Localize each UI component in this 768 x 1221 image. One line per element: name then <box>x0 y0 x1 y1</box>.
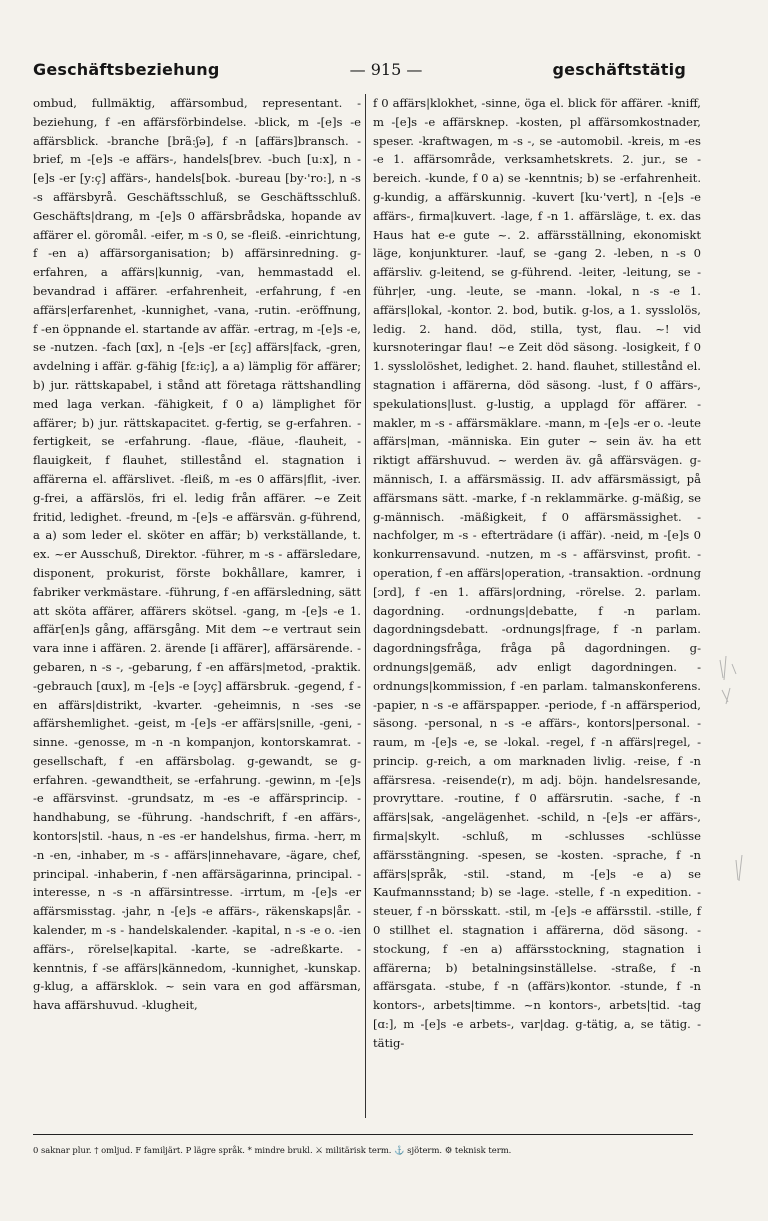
left-column <box>33 94 361 1015</box>
column-divider <box>365 94 366 1118</box>
left-column-text: ombud, fullmäktig, affärsombud, representant. -beziehung, f -en affärsförbindelse. -blick, m -[e]s -e affärsblick. -branche [brã:ʃə], f -n [affärs]bransch. -brief, m -[e]s -e affärs-, handels[brev. -buch [u:x], n -[e]s -er [y:ç] affärs-, handels[bok. -bureau [by·'ro:], n -s -s affärsbyrå. Geschäftsschluß, se Geschäftsschluß. Geschäfts|drang, m -[e]s 0 affärsbrådska, hopande av affärer el. göromål. -eifer, m -s 0, se -fleiß. -einrichtung, f -en a) affärsorganisation; b) affärsinredning. g-erfahren, a affärs|kunnig, -van, hemmastadd el. bevandrad i affärer. -erfahrenheit, -erfahrung, f -en affärs|erfarenhet, -kunnighet, -vana, -rutin. -eröffnung, f -en öppnande el. startande av affär. -ertrag, m -[e]s -e, se -nutzen. -fach [ɑx], n -[e]s -er [ɛç] affärs|fack, -gren, avdelning i affär. g-fähig [fɛ:iç], a a) lämplig för affärer; b) jur. rättskapabel, i stånd att företaga rättshandling med laga verkan. -fähigkeit, f 0 a) lämplighet för affärer; b) jur. rättskapacitet. g-fertig, se g-erfahren. -fertigkeit, se -erfahrung. -flaue, -fläue, -flauheit, -flauigkeit, f flauhet, stillestånd el. stagnation i affärerna el. affärslivet. -fleiß, m -es 0 affärs|flit, -iver. g-frei, a affärslös, fri el. ledig från affärer. ~e Zeit fritid, ledighet. -freund, m -[e]s -e affärsvän. g-führend, a a) som leder el. sköter en affär; b) verkställande, t. ex. ~er Ausschuß, Direktor. -führer, m -s - affärsledare, disponent, prokurist, förste bokhållare, kamrer, i fabriker verkmästare. -führung, f -en affärsledning, sätt att sköta affärer, affärers skötsel. -gang, m -[e]s -e 1. affär[en]s gång, affärsgång. Mit dem ~e vertraut sein vara inne i affären. 2. ärende [i affärer], affärsärende. -gebaren, n -s -, -gebarung, f -en affärs|metod, -praktik. -gebrauch [ɑux], m -[e]s -e [ɔyç] affärsbruk. -gegend, f -en affärs|distrikt, -kvarter. -geheimnis, n -ses -se affärshemlighet. -geist, m -[e]s -er affärs|snille, -geni, -sinne. -genosse, m -n -n kompanjon, kontorskamrat. -gesellschaft, f -en affärsbolag. g-gewandt, se g-erfahren. -gewandtheit, se -erfahrung. -gewinn, m -[e]s -e affärsvinst. -grundsatz, m -es -e affärsprincip. -handhabung, se -führung. -handschrift, f -en affärs-, kontors|stil. -haus, n -es -er handelshus, firma. -herr, m -n -en, -inhaber, m -s - affärs|innehavare, -ägare, chef, principal. -inhaberin, f -nen affärsägarinna, principal. -interesse, n -s -n affärsintresse. -irrtum, m -[e]s -er affärsmisstag. -jahr, n -[e]s -e affärs-, räkenskaps|år. -kalender, m -s - handelskalender. -kapital, n -s -e o. -ien affärs-, rörelse|kapital. -karte, se -adreßkarte. -kenntnis, f -se affärs|kännedom, -kunnighet, -kunskap. g-klug, a affärsklok. ~ sein vara en god affärsman, hava affärshuvud. -klugheit, <box>33 96 361 1013</box>
abbreviation-legend <box>33 1134 693 1156</box>
legend-text: 0 saknar plur. † omljud. F familjärt. P lägre språk. * mindre brukl. ⚔ militärisk term. ⚓ sjöterm. ⚙ teknisk term. <box>33 1145 512 1155</box>
page-number: — 915 — <box>349 60 423 79</box>
page-header <box>33 60 686 88</box>
right-column-text: f 0 affärs|klokhet, -sinne, öga el. blick för affärer. -kniff, m -[e]s -e affärsknep. -kosten, pl affärsomkostnader, speser. -kraftwagen, m -s -, se -automobil. -kreis, m -es -e 1. affärsområde, verksamhetskrets. 2. jur., se -bereich. -kunde, f 0 a) se -kenntnis; b) se -erfahrenheit. g-kundig, a affärskunnig. -kuvert [ku·'vert], n -[e]s -e affärs-, firma|kuvert. -lage, f -n 1. affärsläge, t. ex. das Haus hat e-e gute ~. 2. affärsställning, ekonomiskt läge, konjunkturer. -lauf, se -gang 2. -leben, n -s 0 affärsliv. g-leitend, se g-führend. -leiter, -leitung, se -führ|er, -ung. -leute, se -mann. -lokal, n -s -e 1. affärs|lokal, -kontor. 2. bod, butik. g-los, a 1. sysslolös, ledig. 2. hand. död, stilla, tyst, flau. ~! vid kursnoteringar flau! ~e Zeit död säsong. -losigkeit, f 0 1. sysslolöshet, ledighet. 2. hand. flauhet, stillestånd el. stagnation i affärerna, död säsong. -lust, f 0 affärs-, spekulations|lust. g-lustig, a upplagd för affärer. -makler, m -s - affärsmäklare. -mann, m -[e]s -er o. -leute affärs|man, -människa. Ein guter ~ sein äv. ha ett riktigt affärshuvud. ~ werden äv. gå affärsvägen. g-männisch, I. a affärsmässig. II. adv affärsmässigt, på affärsmans sätt. -marke, f -n reklammärke. g-mäßig, se g-männisch. -mäßigkeit, f 0 affärsmässighet. -nachfolger, m -s - efterträdare (i affär). -neid, m -[e]s 0 konkurrensavund. -nutzen, m -s - affärsvinst, profit. -operation, f -en affärs|operation, -transaktion. -ordnung [ɔrd], f -en 1. affärs|ordning, -rörelse. 2. parlam. dagordning. -ordnungs|debatte, f -n parlam. dagordningsdebatt. -ordnungs|frage, f -n parlam. dagordningsfråga, fråga på dagordningen. g-ordnungs|gemäß, adv enligt dagordningen. -ordnungs|kommission, f -en parlam. talmanskonferens. -papier, n -s -e affärspapper. -periode, f -n affärsperiod, säsong. -personal, n -s -e affärs-, kontors|personal. -raum, m -[e]s -e, se -lokal. -regel, f -n affärs|regel, -princip. g-reich, a om marknaden livlig. -reise, f -n affärsresa. -reisende(r), m adj. böjn. handelsresande, provryttare. -routine, f 0 affärsrutin. -sache, f -n affärs|sak, -angelägenhet. -schild, n -[e]s -er affärs-, firma|skylt. -schluß, m -schlusses -schlüsse affärsstängning. -spesen, se -kosten. -sprache, f -n affärs|språk, -stil. -stand, m -[e]s -e a) se Kaufmannsstand; b) se -lage. -stelle, f -n expedition. -steuer, f -n börsskatt. -stil, m -[e]s -e affärsstil. -stille, f 0 stillhet el. stagnation i affärerna, död säsong. -stockung, f -en a) affärsstockning, stagnation i affärerna; b) betalningsinställelse. -straße, f -n affärsgata. -stube, f -n (affärs)kontor. -stunde, f -n kontors-, arbets|timme. ~n kontors-, arbets|tid. -tag [ɑ:], m -[e]s -e arbets-, var|dag. g-tätig, a, se tätig. -tätig- <box>373 96 701 1050</box>
right-column <box>373 94 701 1053</box>
right-guide-word: geschäftstätig <box>552 60 686 79</box>
bleed-through-marks <box>712 650 752 910</box>
left-guide-word: Geschäftsbeziehung <box>33 60 220 79</box>
